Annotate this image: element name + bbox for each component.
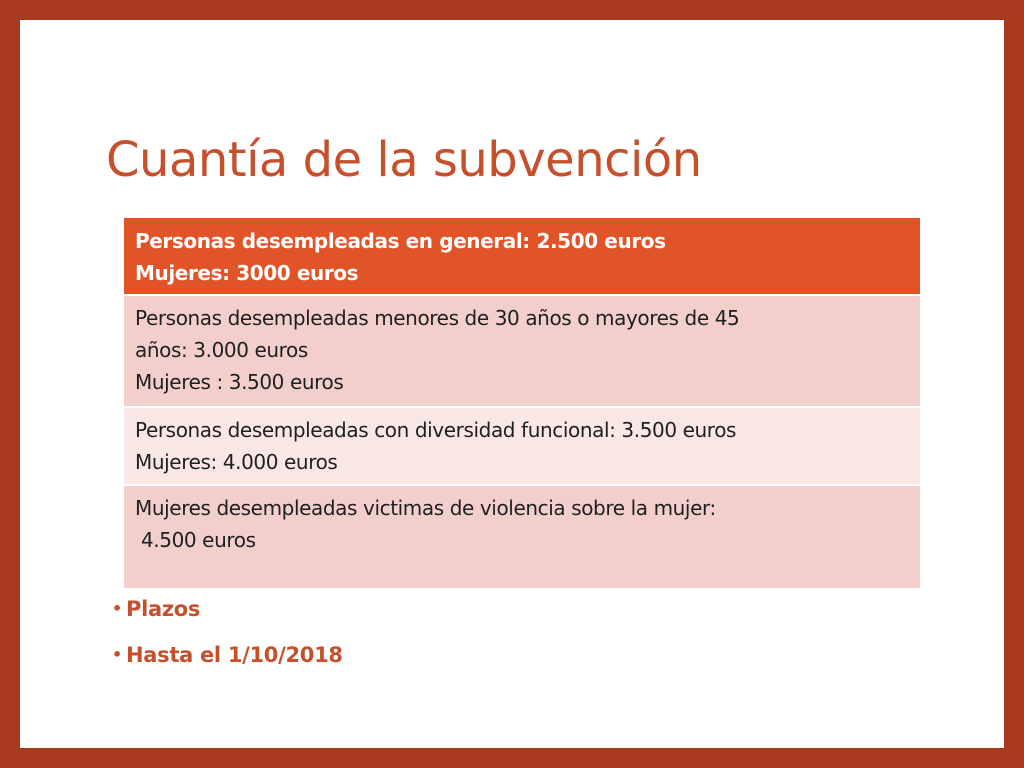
table-cell-line: Personas desempleadas con diversidad funcional: 3.500 euros [135, 418, 737, 442]
table-cell-line: Mujeres: 3000 euros [135, 261, 359, 285]
bullet-icon: • [112, 599, 122, 618]
bullet-text: Hasta el 1/10/2018 [126, 643, 343, 667]
table-row [124, 296, 920, 408]
bullet-list [112, 594, 343, 686]
slide [20, 20, 1004, 748]
table-cell-line: años: 3.000 euros [135, 338, 308, 362]
bullet-item-deadline [112, 640, 343, 670]
subsidy-table [124, 218, 920, 588]
bullet-text: Plazos [126, 597, 201, 621]
table-header-row [124, 218, 920, 296]
table-cell-line: Mujeres : 3.500 euros [135, 370, 344, 394]
table-cell-line: Mujeres: 4.000 euros [135, 450, 338, 474]
table-cell-line: Mujeres desempleadas victimas de violencia sobre la mujer: [135, 496, 716, 520]
table-row [124, 486, 920, 588]
bullet-icon: • [112, 645, 122, 664]
table-cell-line: Personas desempleadas en general: 2.500 euros [135, 229, 666, 253]
table-cell-line: Personas desempleadas menores de 30 años o mayores de 45 [135, 306, 740, 330]
table-cell-line: 4.500 euros [135, 528, 256, 552]
slide-title: Cuantía de la subvención [106, 132, 702, 188]
table-row [124, 408, 920, 486]
bullet-item-plazos [112, 594, 343, 624]
